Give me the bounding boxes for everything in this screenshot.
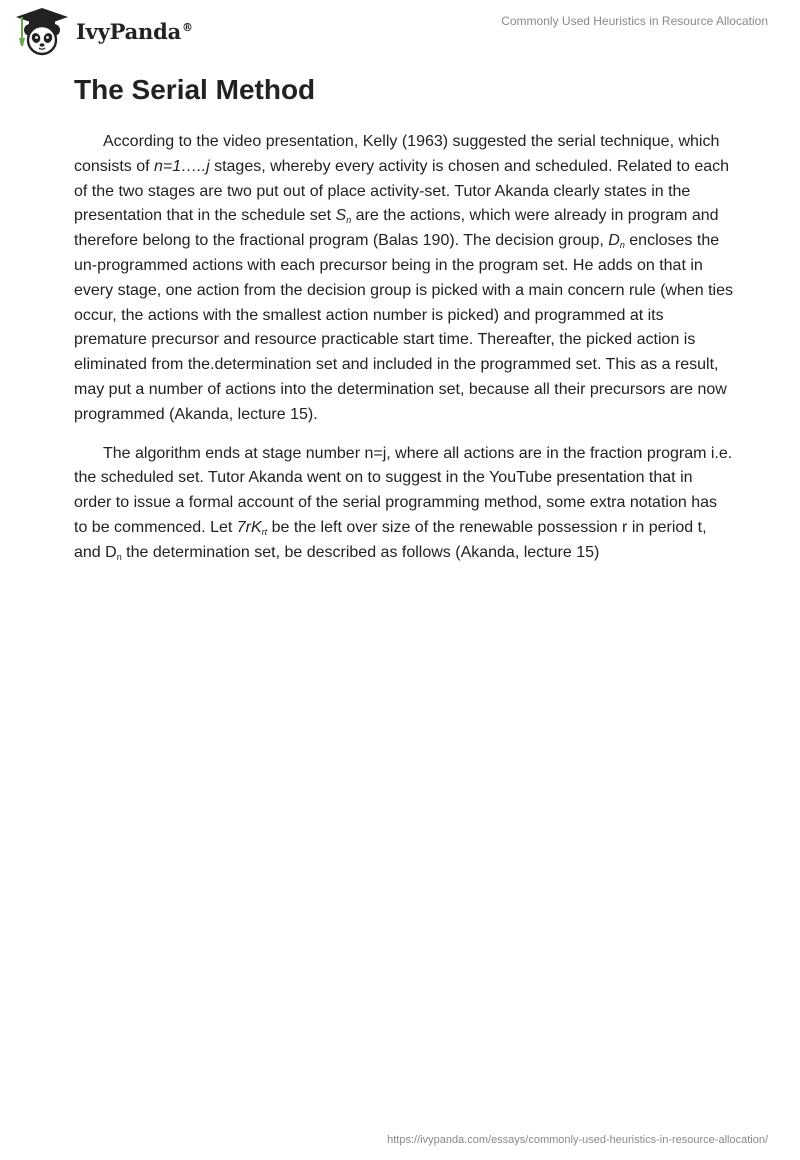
essay-content [74, 72, 734, 580]
section-heading: The Serial Method [74, 74, 316, 105]
running-title: Commonly Used Heuristics in Resource Allocation [501, 14, 768, 28]
paragraph-1: According to the video presentation, Kelly (1963) suggested the serial technique, which consists of n=1…..j stages, whereby every activity is chosen and scheduled. Related to each of the two stages are two put out of place activity-set. Tutor Akanda clearly states in the presentation that in the schedule set $S_n$ are the actions, which were already in program and therefore belong to the fractional program (Balas 190). The decision group, $D_n$ encloses the un-programmed actions with each precursor being in the program set. He adds on that in every stage, one action from the decision group is picked with a main concern rule (when ties occur, the actions with the smallest action number is picked) and programmed at its premature precursor and resource practicable start time. Thereafter, the picked action is eliminated from the.determination set and included in the programmed set. This as a result, may put a number of actions into the determination set, because all their precursors are now programmed (Akanda, lecture 15). [74, 133, 734, 423]
paragraph-2: The algorithm ends at stage number n=j, where all actions are in the fraction program i.e. the scheduled set. Tutor Akanda went on to suggest in the YouTube presentation that in order to issue a formal account of the serial programming method, some extra notation has to be commenced. Let $7rK_{rt}$ be the left over size of the renewable possession r in period t, and $D_n$ the determination set, be described as follows (Akanda, lecture 15) [74, 444, 733, 562]
logo-wordmark: IvyPanda® [76, 18, 193, 44]
source-url[interactable]: https://ivypanda.com/essays/commonly-used-heuristics-in-resource-allocation/ [387, 1134, 768, 1146]
page-header [0, 0, 800, 60]
panda-graduate-icon [14, 6, 70, 56]
site-logo[interactable] [14, 6, 193, 56]
